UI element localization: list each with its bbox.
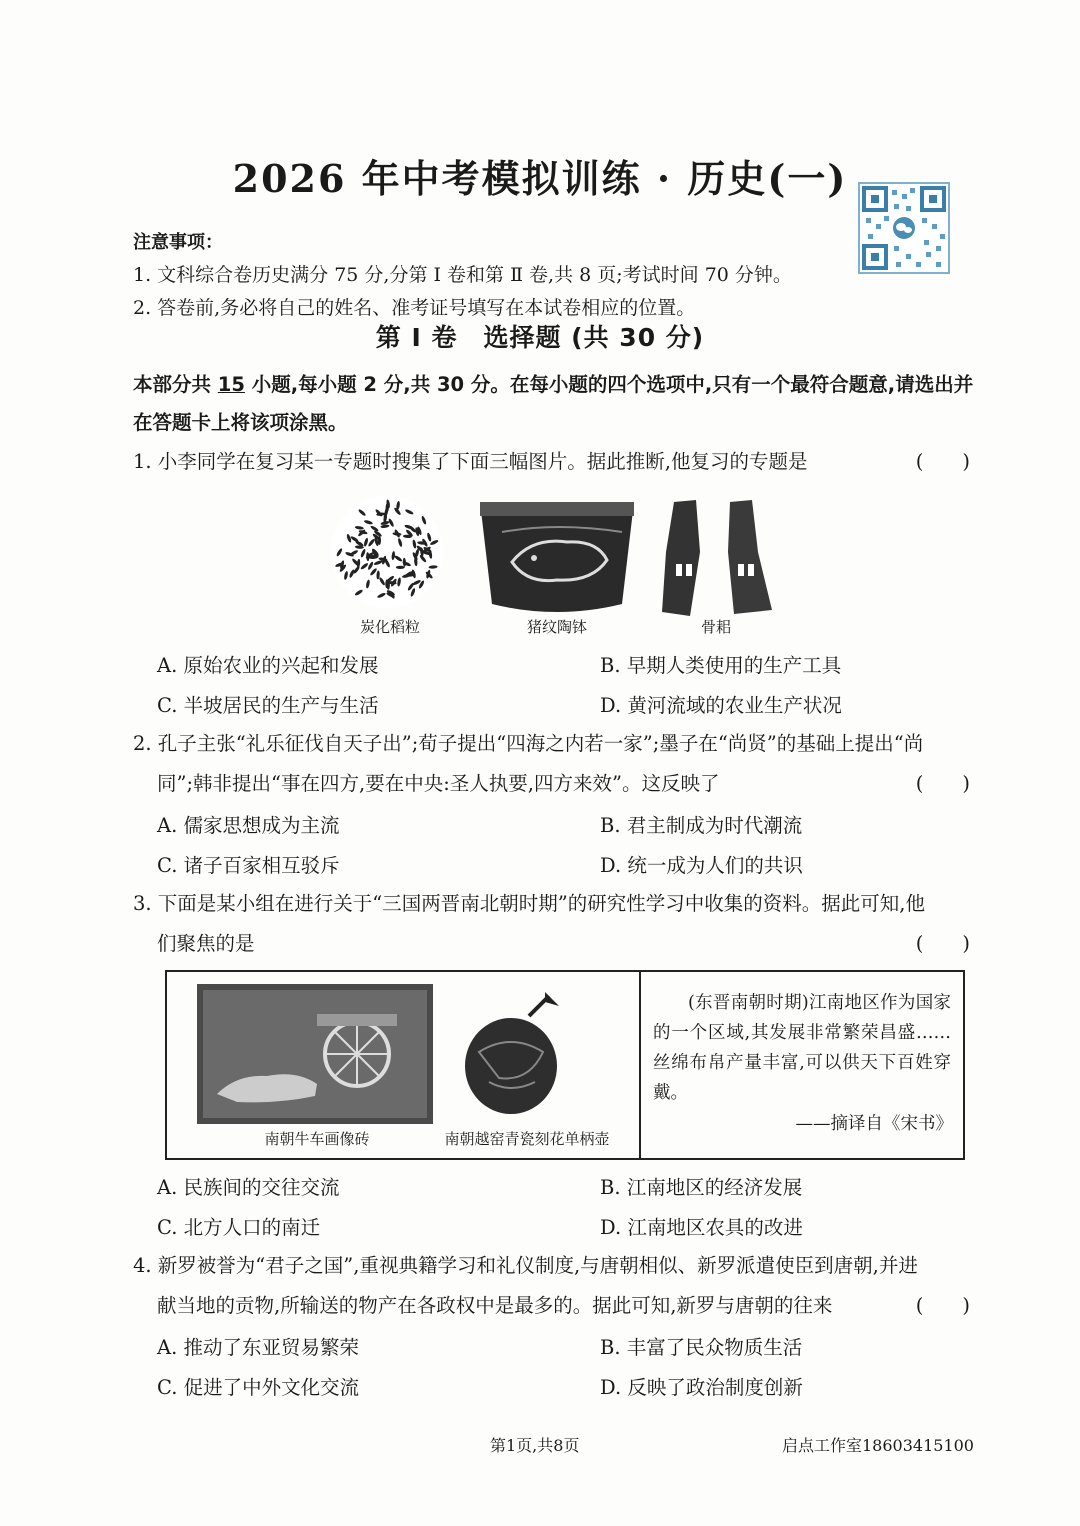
bone-spade-image — [650, 492, 780, 622]
q1-caption-bowl: 猪纹陶钵 — [526, 618, 587, 636]
qr-code — [858, 182, 950, 274]
notice-heading: 注意事项： — [133, 232, 223, 253]
q2-option-a: A. 儒家思想成为主流 — [157, 814, 340, 837]
q3-option-a: A. 民族间的交往交流 — [157, 1176, 340, 1199]
q1-option-d: D. 黄河流域的农业生产状况 — [600, 694, 842, 717]
question-4 — [133, 1246, 978, 1326]
studio-credit: 启点工作室18603415100 — [782, 1436, 974, 1455]
q1-option-b: B. 早期人类使用的生产工具 — [600, 654, 842, 677]
q1-option-a: A. 原始农业的兴起和发展 — [157, 654, 379, 677]
q4-line-2: 献当地的贡物,所输送的物产在各政权中是最多的。据此可知,新罗与唐朝的往来 — [157, 1294, 833, 1317]
q1-caption-spade: 骨耜 — [700, 618, 731, 636]
q2-line-1: 2. 孔子主张“礼乐征伐自天子出”;荀子提出“四海之内若一家”;墨子在“尚贤”的基础上提出“尚 — [133, 732, 924, 755]
intro-after: 小题,每小题 2 分,共 30 分。在每小题的四个选项中,只有一个最符合题意,请选出并在答题卡上将该项涂黑。 — [133, 373, 974, 434]
page-number: 第1页,共8页 — [490, 1436, 580, 1455]
q2-line-2: 同”;韩非提出“事在四方,要在中央:圣人执要,四方来效”。这反映了 — [157, 772, 720, 795]
section-title: 第 Ⅰ 卷 选择题 (共 30 分) — [375, 323, 705, 352]
intro-before: 本部分共 — [133, 373, 218, 396]
q4-option-b: B. 丰富了民众物质生活 — [600, 1336, 803, 1359]
q2-answer-bracket: ( ) — [915, 772, 970, 795]
q4-answer-bracket: ( ) — [915, 1294, 970, 1317]
notice-section — [133, 226, 792, 325]
page-title: 2026 年中考模拟训练 · 历史(一) — [232, 156, 848, 201]
q3-option-d: D. 江南地区农具的改进 — [600, 1216, 803, 1239]
q3-box-divider — [639, 972, 641, 1158]
intro-question-count: 15 — [217, 373, 245, 396]
q3-quote: (东晋南朝时期)江南地区作为国家的一个区域,其发展非常繁荣昌盛……丝绵布帛产量丰富,可以供天下百姓穿戴。 — [653, 993, 951, 1103]
q3-line-1: 3. 下面是某小组在进行关于“三国两晋南北朝时期”的研究性学习中收集的资料。据此可知,他 — [133, 892, 925, 915]
q3-caption-ewer: 南朝越窑青瓷刻花单柄壶 — [444, 1130, 610, 1148]
q3-quote-source: ——摘译自《宋书》 — [795, 1114, 953, 1134]
q3-option-c: C. 北方人口的南迁 — [157, 1216, 321, 1239]
q3-caption-brick: 南朝牛车画像砖 — [264, 1130, 370, 1148]
q4-line-1: 4. 新罗被誉为“君子之国”,重视典籍学习和礼仪制度,与唐朝相似、新罗派遣使臣到唐朝,并进 — [133, 1254, 918, 1277]
notice-item-1: 1. 文科综合卷历史满分 75 分,分第 Ⅰ 卷和第 Ⅱ 卷,共 8 页;考试时间 70 分钟。 — [133, 264, 792, 286]
section-intro — [133, 366, 978, 442]
q3-line-2: 们聚焦的是 — [157, 932, 255, 955]
q2-option-c: C. 诸子百家相互驳斥 — [157, 854, 340, 877]
q1-caption-rice: 炭化稻粒 — [359, 618, 420, 636]
q4-option-d: D. 反映了政治制度创新 — [600, 1376, 803, 1399]
q4-option-c: C. 促进了中外文化交流 — [157, 1376, 360, 1399]
celadon-ewer-image — [459, 982, 569, 1122]
pig-pattern-bowl-image — [472, 492, 642, 622]
ox-cart-brick-image — [197, 984, 433, 1124]
carbonized-rice-image — [322, 492, 452, 612]
q1-answer-bracket: ( ) — [915, 450, 970, 473]
notice-item-2: 2. 答卷前,务必将自己的姓名、准考证号填写在本试卷相应的位置。 — [133, 297, 696, 319]
q4-option-a: A. 推动了东亚贸易繁荣 — [157, 1336, 359, 1359]
rice-grain — [396, 566, 405, 569]
q1-stem: 1. 小李同学在复习某一专题时搜集了下面三幅图片。据此推断,他复习的专题是 — [133, 450, 808, 473]
q2-option-b: B. 君主制成为时代潮流 — [600, 814, 803, 837]
q1-option-c: C. 半坡居民的生产与生活 — [157, 694, 379, 717]
q2-option-d: D. 统一成为人们的共识 — [600, 854, 803, 877]
question-1 — [133, 442, 978, 482]
q3-answer-bracket: ( ) — [915, 932, 970, 955]
q3-material-box — [165, 970, 965, 1160]
q3-option-b: B. 江南地区的经济发展 — [600, 1176, 803, 1199]
qr-code-icon — [860, 184, 948, 272]
question-3 — [133, 884, 978, 964]
question-2 — [133, 724, 978, 804]
